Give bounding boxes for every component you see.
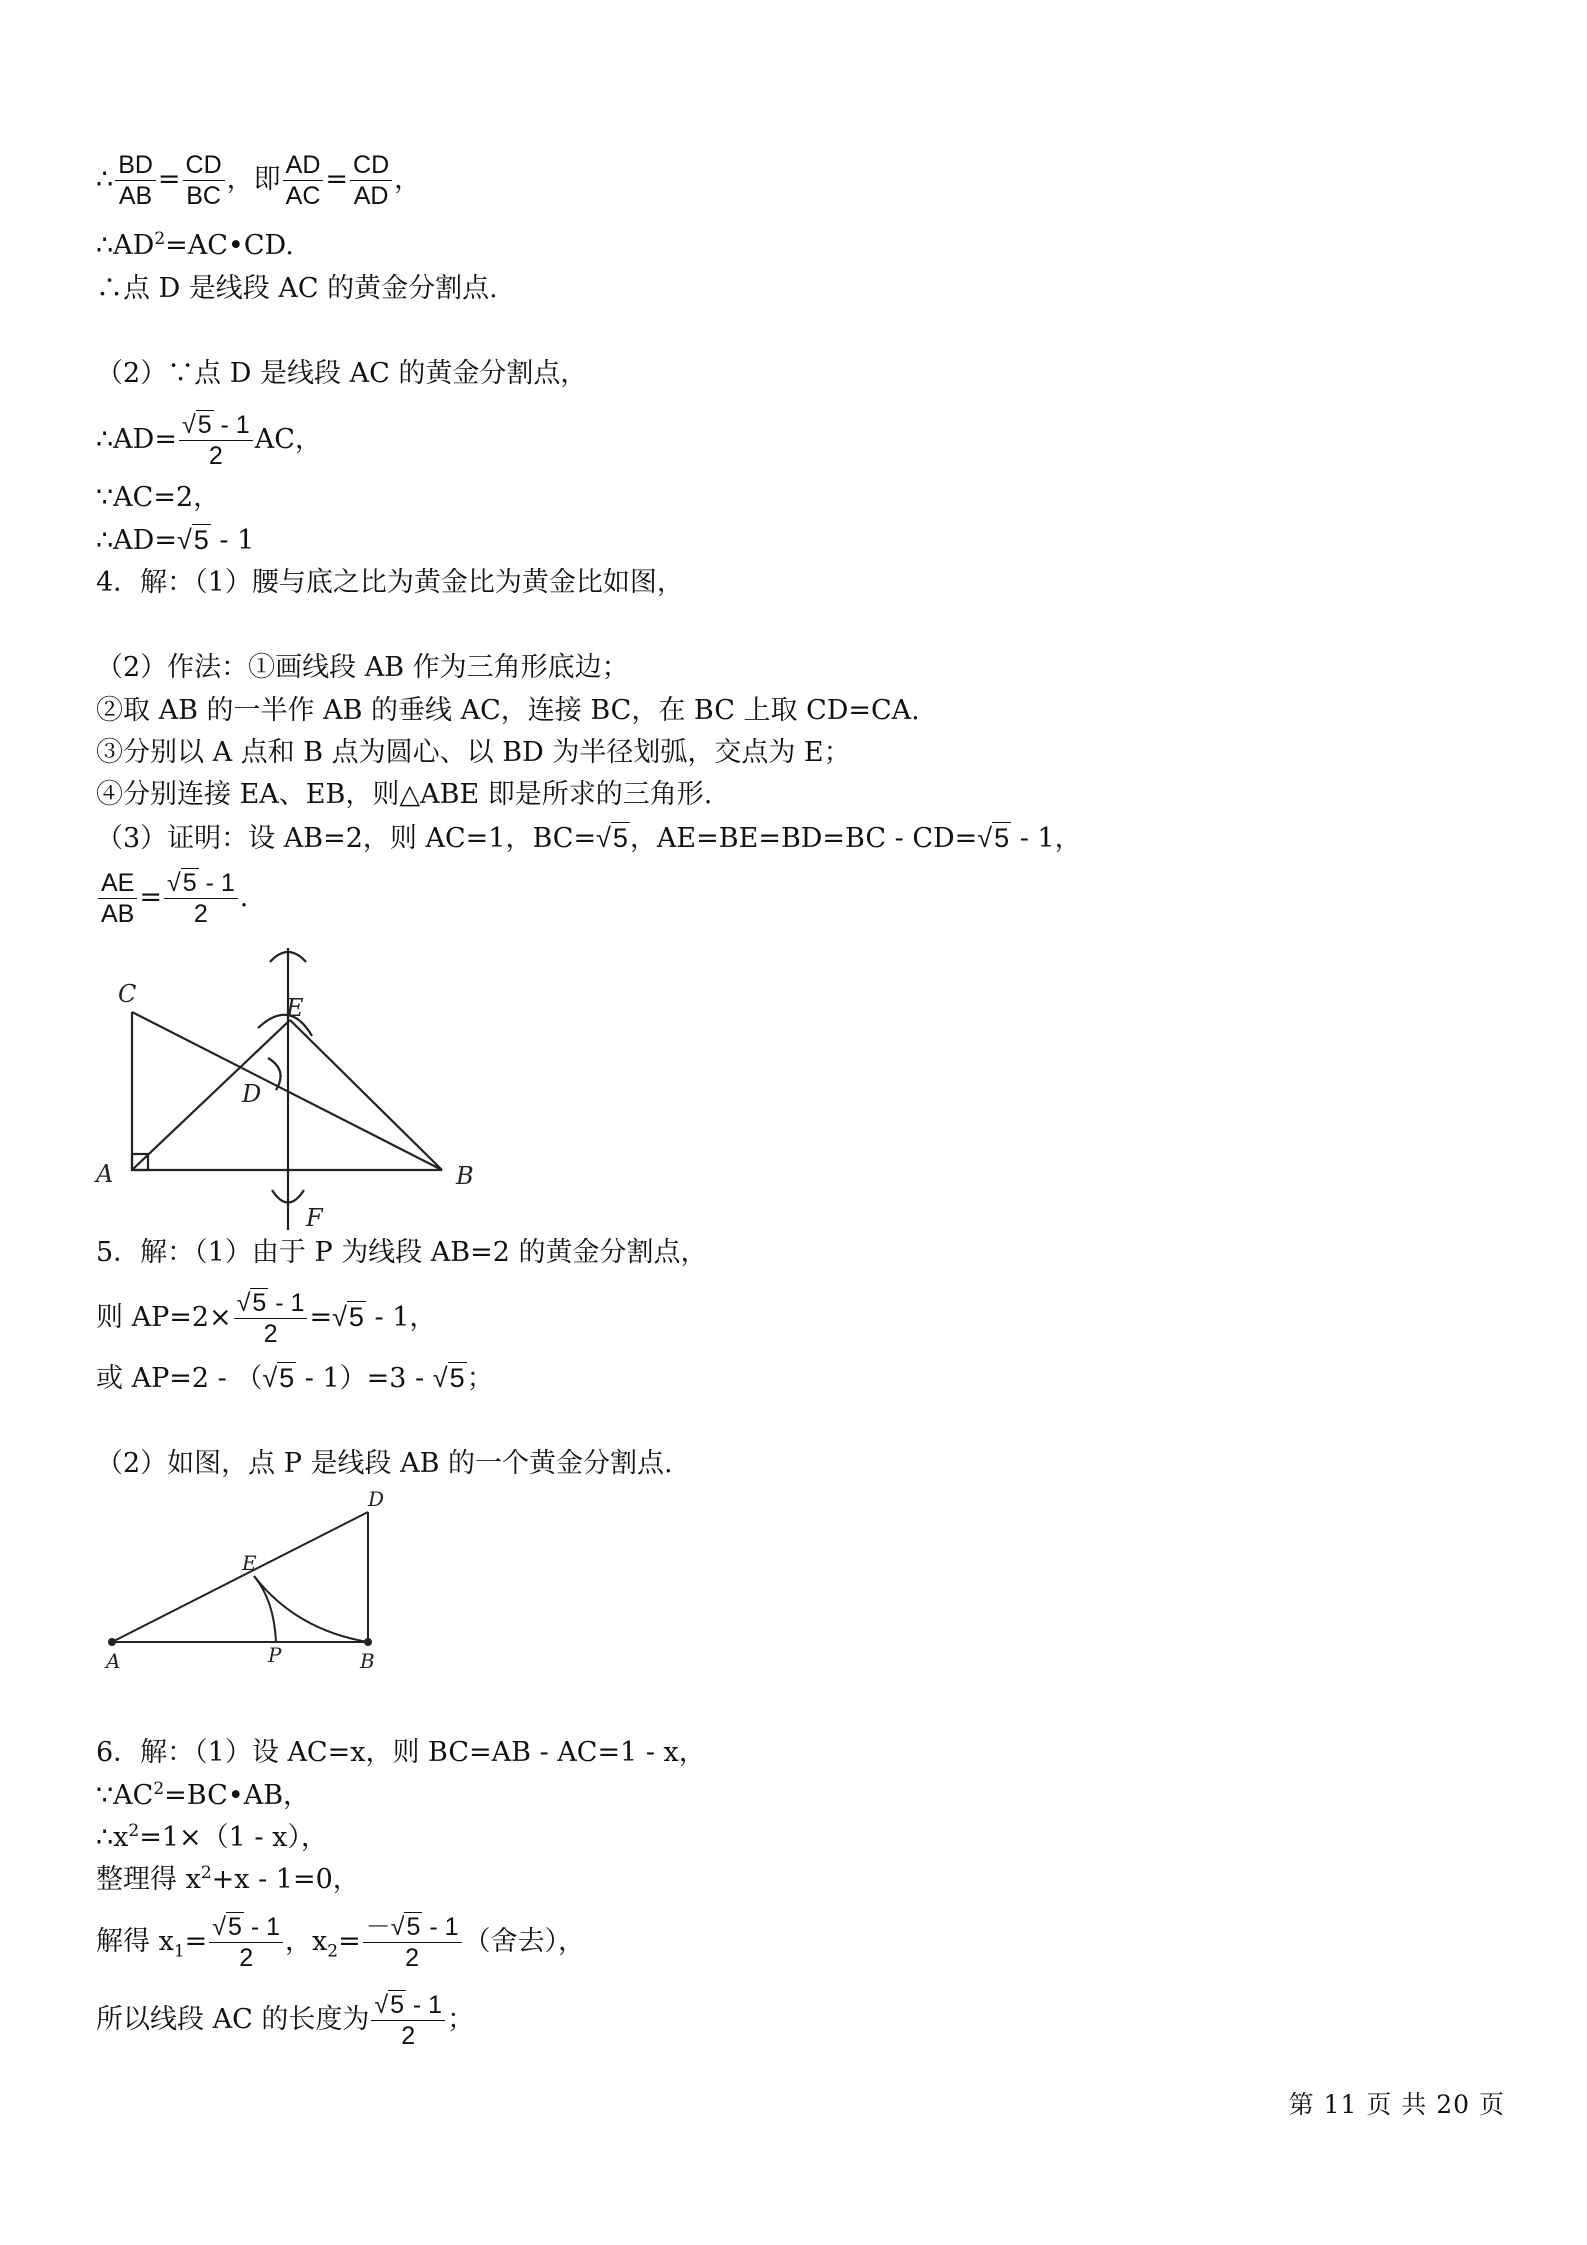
line-q5-part2: （2）如图，点 P 是线段 AB 的一个黄金分割点. bbox=[96, 1448, 673, 1479]
line-ap-alt: 或 AP=2 - （√5 - 1）=3 - √5； bbox=[96, 1363, 494, 1394]
segment-ad bbox=[112, 1512, 368, 1642]
label-a: A bbox=[106, 1649, 121, 1673]
fraction: $\frac{AE}{AB}$ bbox=[98, 868, 137, 929]
line-ratio: ∴ $\frac{BD}{AB}$ = $\frac{CD}{BC}$ ，即 $\frac{AD}{AC}$ = $\frac{CD}{AD}$ ， bbox=[96, 151, 422, 210]
label-e: E bbox=[242, 1551, 257, 1575]
line-q4-step2: ②取 AB 的一半作 AB 的垂线 AC，连接 BC，在 BC 上取 CD=CA. bbox=[96, 695, 920, 726]
page-footer: 第 11 页 共 20 页 bbox=[1288, 2090, 1505, 2119]
line-ac-value: ∵AC=2， bbox=[96, 482, 221, 513]
line-q5-heading: 5．解：（1）由于 P 为线段 AB=2 的黄金分割点， bbox=[96, 1237, 708, 1268]
therefore-text: ∴ bbox=[96, 164, 114, 195]
line-q4-method: （2）作法：①画线段 AB 作为三角形底边； bbox=[96, 652, 629, 683]
segment-be bbox=[290, 1020, 442, 1170]
fraction: $\frac{√5 - 1}{2}$ bbox=[164, 868, 238, 929]
fraction: $\frac{√5 - 1}{2}$ bbox=[209, 1912, 283, 1973]
point-a bbox=[108, 1638, 116, 1646]
label-f: F bbox=[306, 1204, 323, 1232]
line-q4-step3: ③分别以 A 点和 B 点为圆心、以 BD 为半径划弧，交点为 E； bbox=[96, 737, 851, 768]
label-d: D bbox=[242, 1080, 262, 1108]
fraction: $\frac{√5 - 1}{2}$ bbox=[371, 1990, 445, 2051]
line-q4-heading: 4．解：（1）腰与底之比为黄金比为黄金比如图， bbox=[96, 567, 684, 598]
line-q6-equation: $\therefore x^2=1\times(1 - x)$， bbox=[96, 1821, 328, 1853]
label-e: E bbox=[286, 994, 304, 1022]
line-q6-answer: 所以线段 AC 的长度为 $\frac{√5 - 1}{2}$ ； bbox=[96, 1991, 475, 2050]
label-b: B bbox=[456, 1162, 474, 1190]
line-ad-squared: $\therefore AD^2=AC•CD$. bbox=[96, 229, 294, 261]
line-q6-heading: 6．解：（1）设 AC=x，则 BC=AB - AC=1 - x， bbox=[96, 1737, 706, 1768]
arc-ep bbox=[254, 1576, 276, 1642]
line-ad-value: ∴AD=√5 - 1 bbox=[96, 525, 255, 556]
line-q6-given: $\because AC^2=BC•AB$， bbox=[96, 1779, 311, 1811]
fraction: $\frac{-√5 - 1}{2}$ bbox=[363, 1912, 462, 1973]
figure-golden-triangle bbox=[90, 940, 510, 1240]
label-d: D bbox=[368, 1490, 385, 1511]
line-part2-given: （2）∵点 D 是线段 AC 的黄金分割点， bbox=[96, 358, 588, 389]
label-b: B bbox=[360, 1649, 375, 1673]
line-ap-formula: 则 AP=2× $\frac{√5 - 1}{2}$ =√5 - 1， bbox=[96, 1289, 437, 1348]
segment-ae bbox=[132, 1020, 290, 1170]
line-q4-proof: （3）证明：设 AB=2，则 AC=1，BC=√5，AE=BE=BD=BC - CD=√5 - 1， bbox=[96, 823, 1082, 854]
fraction: $\frac{AD}{AC}$ bbox=[283, 150, 324, 211]
line-ae-ab-ratio: $\frac{AE}{AB}$ = $\frac{√5 - 1}{2}$ . bbox=[96, 868, 248, 929]
label-p: P bbox=[268, 1643, 282, 1667]
line-golden-point: ∴点 D 是线段 AC 的黄金分割点. bbox=[96, 273, 498, 304]
line-ad-formula: ∴AD= $\frac{√5 - 1}{2}$ AC， bbox=[96, 411, 322, 470]
fraction: $\frac{CD}{AD}$ bbox=[350, 150, 392, 211]
label-a: A bbox=[96, 1160, 114, 1188]
fraction: $\frac{√5 - 1}{2}$ bbox=[179, 410, 253, 471]
point-b bbox=[364, 1638, 372, 1646]
line-q6-quadratic: 整理得 $x^2+x - 1=0$， bbox=[96, 1863, 360, 1895]
line-q4-step4: ④分别连接 EA、EB，则△ABE 即是所求的三角形. bbox=[96, 779, 713, 810]
line-q6-roots: 解得 $x_1=$ $\frac{√5 - 1}{2}$ ，$x_2=$ $\frac{-√5 - 1}{2}$ （舍去）， bbox=[96, 1913, 585, 1972]
figure-golden-point bbox=[96, 1490, 416, 1680]
fraction: $\frac{BD}{AB}$ bbox=[115, 150, 156, 211]
label-c: C bbox=[118, 980, 137, 1008]
fraction: $\frac{CD}{BC}$ bbox=[183, 150, 225, 211]
fraction: $\frac{√5 - 1}{2}$ bbox=[234, 1288, 308, 1349]
